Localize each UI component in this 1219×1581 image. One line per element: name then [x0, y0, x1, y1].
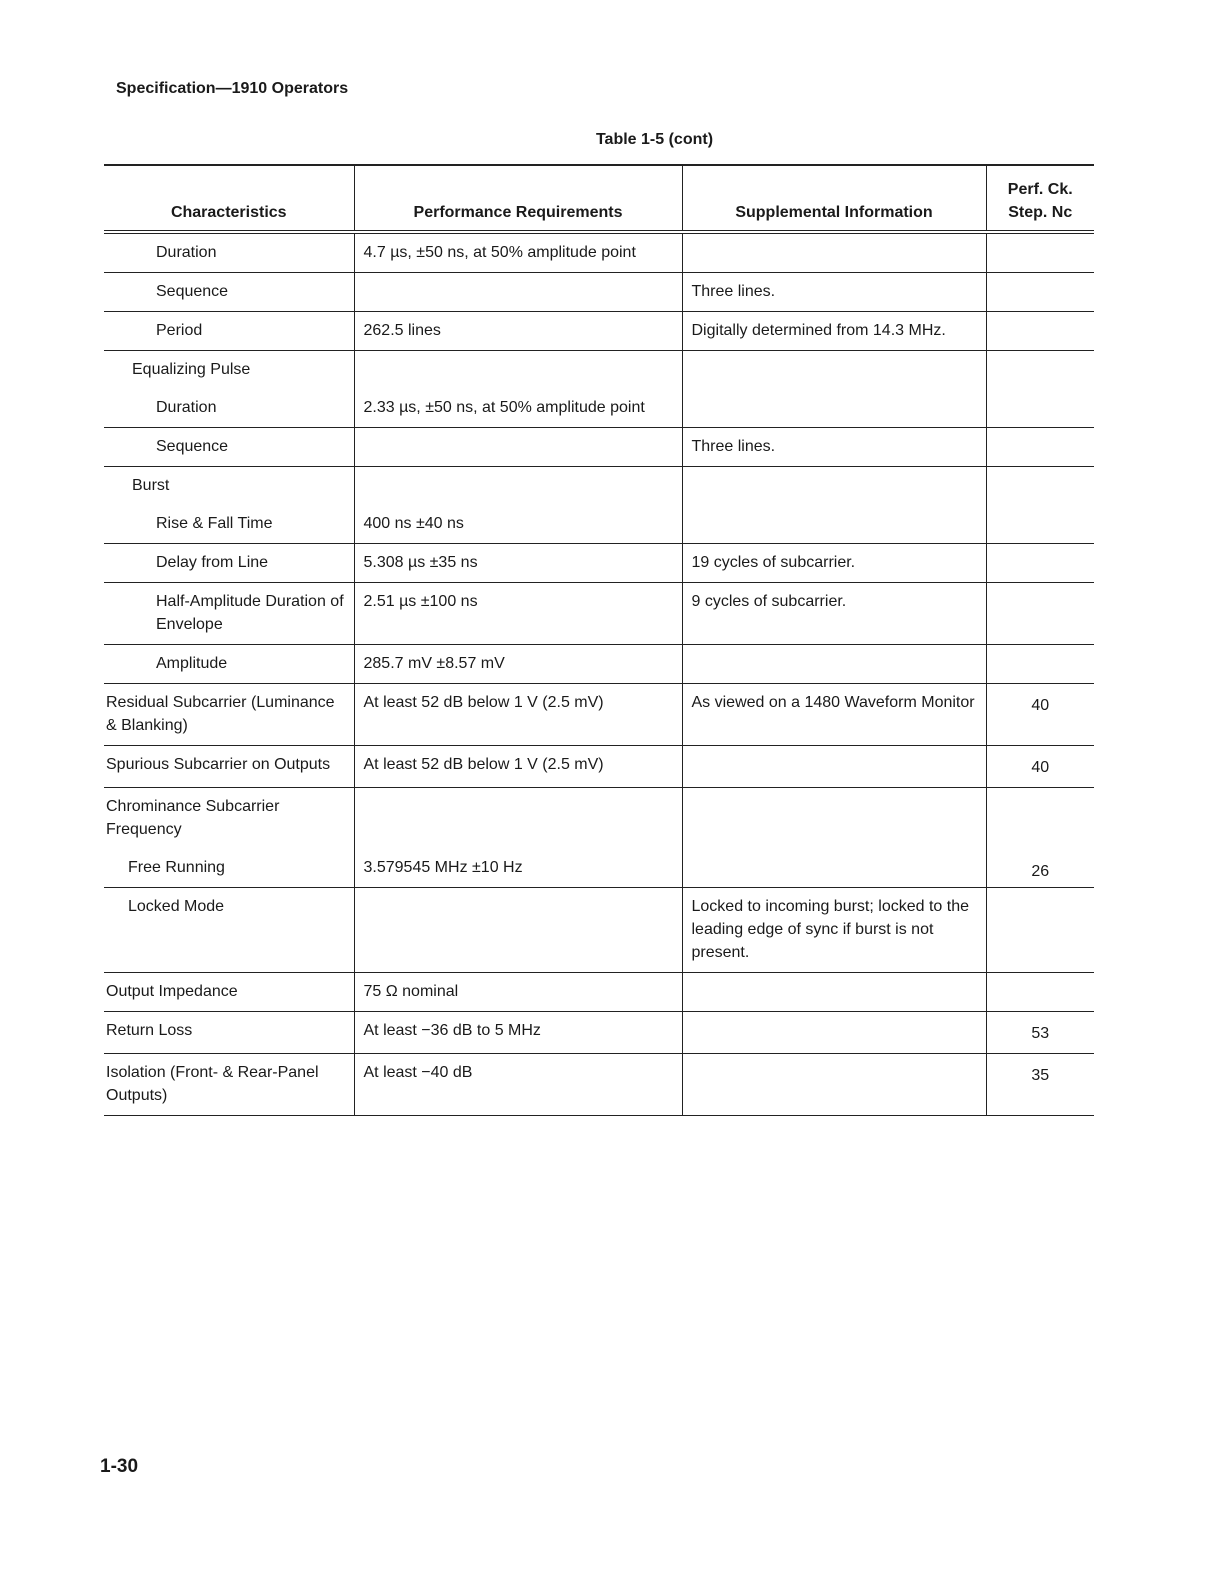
cell-characteristic: Return Loss — [104, 1012, 354, 1054]
table-row — [104, 312, 1094, 351]
cell-supplemental: Three lines. — [682, 273, 986, 312]
table-row — [104, 645, 1094, 684]
cell-supplemental: Three lines. — [682, 428, 986, 467]
cell-supplemental — [682, 788, 986, 850]
cell-step: 40 — [986, 684, 1094, 746]
cell-supplemental — [682, 505, 986, 544]
table-header-row — [104, 165, 1094, 232]
cell-step — [986, 467, 1094, 506]
running-header: Specification—1910 Operators — [116, 80, 349, 97]
table-row — [104, 467, 1094, 506]
table-row — [104, 684, 1094, 746]
table-row — [104, 273, 1094, 312]
cell-step — [986, 583, 1094, 645]
cell-characteristic: Burst — [132, 477, 170, 494]
cell-characteristic: Free Running — [104, 849, 354, 888]
cell-step — [986, 312, 1094, 351]
cell-step — [986, 788, 1094, 850]
cell-performance: 75 Ω nominal — [354, 973, 682, 1012]
table-row — [104, 973, 1094, 1012]
cell-characteristic: Half-Amplitude Duration of Envelope — [104, 583, 354, 645]
cell-step — [986, 888, 1094, 973]
cell-supplemental — [682, 746, 986, 788]
cell-supplemental: 19 cycles of subcarrier. — [682, 544, 986, 583]
table-row — [104, 1054, 1094, 1116]
cell-supplemental: Digitally determined from 14.3 MHz. — [682, 312, 986, 351]
cell-supplemental — [682, 351, 986, 390]
cell-supplemental — [682, 389, 986, 428]
cell-performance — [354, 888, 682, 973]
cell-supplemental: As viewed on a 1480 Waveform Monitor — [682, 684, 986, 746]
cell-performance: At least −40 dB — [354, 1054, 682, 1116]
cell-step: 35 — [986, 1054, 1094, 1116]
cell-characteristic: Sequence — [104, 428, 354, 467]
cell-performance — [354, 428, 682, 467]
table-row — [104, 746, 1094, 788]
cell-performance — [354, 788, 682, 850]
cell-characteristic: Output Impedance — [104, 973, 354, 1012]
cell-characteristic: Duration — [104, 389, 354, 428]
cell-supplemental — [682, 232, 986, 273]
cell-performance: 2.51 µs ±100 ns — [354, 583, 682, 645]
table-row — [104, 849, 1094, 888]
cell-step: 40 — [986, 746, 1094, 788]
table-row — [104, 232, 1094, 273]
cell-performance — [354, 273, 682, 312]
cell-supplemental: 9 cycles of subcarrier. — [682, 583, 986, 645]
cell-characteristic: Duration — [104, 232, 354, 273]
table-row — [104, 428, 1094, 467]
cell-supplemental — [682, 1054, 986, 1116]
cell-performance: 400 ns ±40 ns — [354, 505, 682, 544]
cell-step — [986, 505, 1094, 544]
table-row — [104, 788, 1094, 850]
cell-characteristic: Delay from Line — [104, 544, 354, 583]
cell-characteristic: Equalizing Pulse — [132, 361, 251, 378]
cell-supplemental: Locked to incoming burst; locked to the leading edge of sync if burst is not present. — [682, 888, 986, 973]
cell-step: 26 — [986, 849, 1094, 888]
cell-characteristic: Amplitude — [104, 645, 354, 684]
table-row — [104, 389, 1094, 428]
cell-characteristic: Residual Subcarrier (Luminance & Blanking) — [104, 684, 354, 746]
cell-characteristic: Locked Mode — [104, 888, 354, 973]
cell-characteristic: Chrominance Subcarrier Frequency — [106, 798, 280, 838]
page-number: 1-30 — [100, 1456, 139, 1477]
cell-supplemental — [682, 849, 986, 888]
cell-performance: 3.579545 MHz ±10 Hz — [354, 849, 682, 888]
cell-characteristic: Spurious Subcarrier on Outputs — [104, 746, 354, 788]
table-row — [104, 351, 1094, 390]
cell-supplemental — [682, 1012, 986, 1054]
cell-performance: At least −36 dB to 5 MHz — [354, 1012, 682, 1054]
cell-step — [986, 428, 1094, 467]
cell-characteristic: Rise & Fall Time — [104, 505, 354, 544]
cell-performance: 262.5 lines — [354, 312, 682, 351]
specification-table — [104, 164, 1094, 1116]
cell-performance: At least 52 dB below 1 V (2.5 mV) — [354, 746, 682, 788]
cell-step — [986, 351, 1094, 390]
cell-step — [986, 645, 1094, 684]
table-row — [104, 544, 1094, 583]
cell-step — [986, 232, 1094, 273]
cell-performance: 2.33 µs, ±50 ns, at 50% amplitude point — [354, 389, 682, 428]
cell-performance — [354, 351, 682, 390]
table-row — [104, 583, 1094, 645]
cell-characteristic: Isolation (Front- & Rear-Panel Outputs) — [104, 1054, 354, 1116]
col-header-supplemental: Supplemental Information — [682, 165, 986, 232]
cell-step — [986, 544, 1094, 583]
cell-step — [986, 389, 1094, 428]
table-row — [104, 1012, 1094, 1054]
cell-supplemental — [682, 973, 986, 1012]
cell-performance: 285.7 mV ±8.57 mV — [354, 645, 682, 684]
table-row — [104, 505, 1094, 544]
cell-step — [986, 273, 1094, 312]
col-header-step: Perf. Ck. Step. Nc — [986, 165, 1094, 232]
cell-performance: At least 52 dB below 1 V (2.5 mV) — [354, 684, 682, 746]
table-row — [104, 888, 1094, 973]
cell-performance — [354, 467, 682, 506]
cell-supplemental — [682, 467, 986, 506]
cell-performance: 4.7 µs, ±50 ns, at 50% amplitude point — [354, 232, 682, 273]
cell-step: 53 — [986, 1012, 1094, 1054]
table-title: Table 1-5 (cont) — [595, 131, 714, 148]
col-header-performance: Performance Requirements — [354, 165, 682, 232]
cell-characteristic: Sequence — [104, 273, 354, 312]
cell-performance: 5.308 µs ±35 ns — [354, 544, 682, 583]
col-header-characteristics: Characteristics — [104, 165, 354, 232]
cell-step — [986, 973, 1094, 1012]
cell-characteristic: Period — [104, 312, 354, 351]
cell-supplemental — [682, 645, 986, 684]
